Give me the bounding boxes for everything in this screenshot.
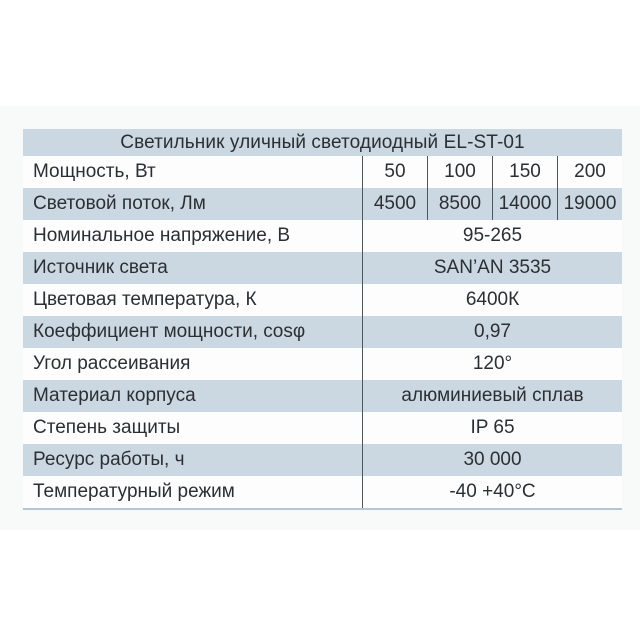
table-row: [23, 284, 622, 316]
row-value: 4500: [362, 188, 427, 220]
table-row: [23, 316, 622, 348]
row-label: Материал корпуса: [33, 385, 196, 406]
row-values: [362, 220, 622, 252]
row-values: [362, 156, 622, 188]
table-body: [23, 156, 622, 508]
row-label: Цветовая температура, К: [33, 289, 257, 310]
row-values: [362, 412, 622, 444]
row-value: 19000: [557, 188, 622, 220]
row-value: 100: [427, 156, 492, 188]
row-label: Температурный режим: [33, 481, 235, 502]
table-title: Светильник уличный светодиодный EL-ST-01: [23, 129, 622, 156]
row-value: 30 000: [362, 444, 622, 476]
row-label: Световой поток, Лм: [33, 193, 206, 214]
row-label: Ресурс работы, ч: [33, 449, 185, 470]
row-values: [362, 476, 622, 508]
row-value: 120°: [362, 348, 622, 380]
row-label: Коеффициент мощности, cosφ: [33, 321, 306, 342]
row-value: -40 +40°C: [362, 476, 622, 508]
row-values: [362, 348, 622, 380]
row-values: [362, 316, 622, 348]
row-values: [362, 252, 622, 284]
table-row: [23, 476, 622, 508]
row-label: Номинальное напряжение, В: [33, 225, 291, 246]
row-value: SAN’AN 3535: [362, 252, 622, 284]
table-row: [23, 444, 622, 476]
row-label: Источник света: [33, 257, 168, 278]
row-value: 200: [557, 156, 622, 188]
row-value: 8500: [427, 188, 492, 220]
table-row: [23, 380, 622, 412]
spec-table: [23, 129, 622, 510]
table-row: [23, 252, 622, 284]
table-row: [23, 348, 622, 380]
row-label: Угол рассеивания: [33, 353, 191, 374]
row-values: [362, 284, 622, 316]
table-row: [23, 220, 622, 252]
row-value: 150: [492, 156, 557, 188]
row-value: 0,97: [362, 316, 622, 348]
row-values: [362, 188, 622, 220]
row-value: 50: [362, 156, 427, 188]
row-label: Степень защиты: [33, 417, 181, 438]
table-row: [23, 412, 622, 444]
row-values: [362, 444, 622, 476]
row-value: алюминиевый сплав: [362, 380, 622, 412]
row-value: IP 65: [362, 412, 622, 444]
row-value: 14000: [492, 188, 557, 220]
table-row: [23, 188, 622, 220]
row-value: 6400К: [362, 284, 622, 316]
row-value: 95-265: [362, 220, 622, 252]
table-row: [23, 156, 622, 188]
row-label: Мощность, Вт: [33, 161, 156, 182]
row-values: [362, 380, 622, 412]
